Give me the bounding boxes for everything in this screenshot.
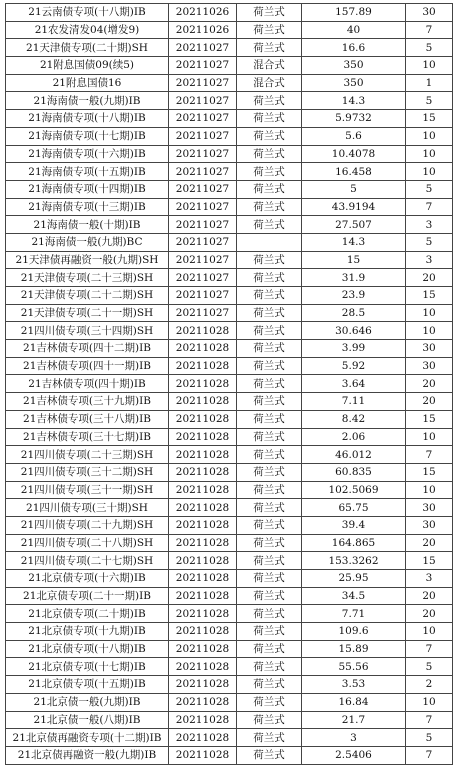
term-cell: 20	[406, 587, 453, 605]
term-cell: 10	[406, 693, 453, 711]
term-cell: 15	[406, 410, 453, 428]
auction-type-cell: 荷兰式	[237, 605, 302, 623]
auction-type-cell: 荷兰式	[237, 693, 302, 711]
bond-name-cell: 21北京债一般(八期)IB	[6, 711, 169, 729]
table-row	[6, 198, 453, 216]
amount-cell: 350	[302, 74, 406, 92]
issue-date-cell: 20211028	[169, 463, 237, 481]
auction-type-cell: 荷兰式	[237, 39, 302, 57]
term-cell: 5	[406, 180, 453, 198]
term-cell: 30	[406, 4, 453, 22]
amount-cell: 46.012	[302, 446, 406, 464]
bond-name-cell: 21北京债专项(十八期)IB	[6, 640, 169, 658]
term-cell: 10	[406, 322, 453, 340]
auction-type-cell: 荷兰式	[237, 287, 302, 305]
amount-cell: 7.11	[302, 393, 406, 411]
bond-name-cell: 21四川债专项(二十七期)SH	[6, 552, 169, 570]
term-cell: 3	[406, 216, 453, 234]
term-cell: 10	[406, 623, 453, 641]
amount-cell: 34.5	[302, 587, 406, 605]
term-cell: 7	[406, 711, 453, 729]
bond-name-cell: 21吉林债专项(四十二期)IB	[6, 340, 169, 358]
table-row	[6, 516, 453, 534]
term-cell: 30	[406, 499, 453, 517]
term-cell: 20	[406, 393, 453, 411]
bond-name-cell: 21吉林债专项(四十期)IB	[6, 375, 169, 393]
table-row	[6, 393, 453, 411]
bond-name-cell: 21北京债专项(二十期)IB	[6, 605, 169, 623]
amount-cell: 15	[302, 251, 406, 269]
table-row	[6, 658, 453, 676]
issue-date-cell: 20211027	[169, 39, 237, 57]
bond-name-cell: 21北京债再融资一般(九期)IB	[6, 746, 169, 764]
auction-type-cell: 荷兰式	[237, 145, 302, 163]
term-cell: 10	[406, 127, 453, 145]
auction-type-cell: 荷兰式	[237, 446, 302, 464]
auction-type-cell: 荷兰式	[237, 463, 302, 481]
table-body	[6, 4, 453, 765]
bond-name-cell: 21北京债专项(十七期)IB	[6, 658, 169, 676]
auction-type-cell: 荷兰式	[237, 552, 302, 570]
table-row	[6, 587, 453, 605]
issue-date-cell: 20211027	[169, 57, 237, 75]
issue-date-cell: 20211028	[169, 729, 237, 747]
issue-date-cell: 20211028	[169, 711, 237, 729]
auction-type-cell: 荷兰式	[237, 251, 302, 269]
bond-name-cell: 21农发清发04(增发9)	[6, 21, 169, 39]
term-cell: 20	[406, 534, 453, 552]
issue-date-cell: 20211028	[169, 516, 237, 534]
term-cell: 5	[406, 39, 453, 57]
table-row	[6, 499, 453, 517]
table-row	[6, 251, 453, 269]
auction-type-cell: 荷兰式	[237, 180, 302, 198]
issue-date-cell: 20211027	[169, 127, 237, 145]
auction-type-cell: 荷兰式	[237, 658, 302, 676]
auction-type-cell: 荷兰式	[237, 216, 302, 234]
table-row	[6, 534, 453, 552]
amount-cell: 31.9	[302, 269, 406, 287]
bond-name-cell: 21北京债一般(九期)IB	[6, 693, 169, 711]
table-row	[6, 340, 453, 358]
term-cell: 5	[406, 92, 453, 110]
bond-name-cell: 21海南债一般(九期)BC	[6, 233, 169, 251]
issue-date-cell: 20211027	[169, 145, 237, 163]
term-cell: 5	[406, 658, 453, 676]
issue-date-cell: 20211028	[169, 605, 237, 623]
amount-cell: 3.64	[302, 375, 406, 393]
bond-issuance-table	[5, 3, 453, 765]
issue-date-cell: 20211028	[169, 746, 237, 764]
auction-type-cell: 荷兰式	[237, 587, 302, 605]
table-row	[6, 623, 453, 641]
auction-type-cell: 荷兰式	[237, 375, 302, 393]
bond-name-cell: 21海南债专项(十四期)IB	[6, 180, 169, 198]
amount-cell: 27.507	[302, 216, 406, 234]
term-cell: 7	[406, 746, 453, 764]
table-row	[6, 216, 453, 234]
amount-cell: 10.4078	[302, 145, 406, 163]
issue-date-cell: 20211027	[169, 110, 237, 128]
amount-cell: 60.835	[302, 463, 406, 481]
table-row	[6, 605, 453, 623]
bond-name-cell: 21北京债再融资专项(十二期)IB	[6, 729, 169, 747]
auction-type-cell: 荷兰式	[237, 110, 302, 128]
issue-date-cell: 20211028	[169, 534, 237, 552]
auction-type-cell: 荷兰式	[237, 534, 302, 552]
amount-cell: 350	[302, 57, 406, 75]
table-row	[6, 92, 453, 110]
table-row	[6, 21, 453, 39]
bond-name-cell: 21北京债专项(十六期)IB	[6, 570, 169, 588]
bond-name-cell: 21天津债专项(二十三期)SH	[6, 269, 169, 287]
issue-date-cell: 20211028	[169, 676, 237, 694]
term-cell: 15	[406, 110, 453, 128]
issue-date-cell: 20211028	[169, 410, 237, 428]
issue-date-cell: 20211027	[169, 269, 237, 287]
term-cell: 3	[406, 570, 453, 588]
term-cell: 30	[406, 516, 453, 534]
auction-type-cell: 荷兰式	[237, 393, 302, 411]
bond-name-cell: 21海南债专项(十三期)IB	[6, 198, 169, 216]
amount-cell: 23.9	[302, 287, 406, 305]
bond-name-cell: 21吉林债专项(三十九期)IB	[6, 393, 169, 411]
auction-type-cell: 荷兰式	[237, 481, 302, 499]
bond-name-cell: 21北京债专项(二十一期)IB	[6, 587, 169, 605]
amount-cell: 21.7	[302, 711, 406, 729]
amount-cell: 164.865	[302, 534, 406, 552]
auction-type-cell: 荷兰式	[237, 127, 302, 145]
amount-cell: 5	[302, 180, 406, 198]
issue-date-cell: 20211028	[169, 446, 237, 464]
auction-type-cell: 荷兰式	[237, 198, 302, 216]
auction-type-cell: 荷兰式	[237, 269, 302, 287]
bond-name-cell: 21海南债一般(九期)IB	[6, 92, 169, 110]
table-row	[6, 552, 453, 570]
issue-date-cell: 20211027	[169, 304, 237, 322]
auction-type-cell: 荷兰式	[237, 428, 302, 446]
auction-type-cell: 荷兰式	[237, 640, 302, 658]
amount-cell: 153.3262	[302, 552, 406, 570]
amount-cell: 30.646	[302, 322, 406, 340]
term-cell: 3	[406, 251, 453, 269]
amount-cell: 109.6	[302, 623, 406, 641]
amount-cell: 3.53	[302, 676, 406, 694]
bond-name-cell: 21四川债专项(二十三期)SH	[6, 446, 169, 464]
term-cell: 10	[406, 145, 453, 163]
term-cell: 7	[406, 446, 453, 464]
bond-issuance-table-container	[5, 3, 453, 765]
term-cell: 20	[406, 269, 453, 287]
table-row	[6, 676, 453, 694]
table-row	[6, 39, 453, 57]
table-row	[6, 304, 453, 322]
auction-type-cell: 荷兰式	[237, 340, 302, 358]
issue-date-cell: 20211027	[169, 216, 237, 234]
amount-cell: 102.5069	[302, 481, 406, 499]
term-cell: 15	[406, 463, 453, 481]
bond-name-cell: 21四川债专项(二十八期)SH	[6, 534, 169, 552]
amount-cell: 2.5406	[302, 746, 406, 764]
table-row	[6, 446, 453, 464]
issue-date-cell: 20211026	[169, 4, 237, 22]
term-cell: 30	[406, 357, 453, 375]
bond-name-cell: 21附息国债09(续5)	[6, 57, 169, 75]
bond-name-cell: 21海南债专项(十八期)IB	[6, 110, 169, 128]
auction-type-cell: 荷兰式	[237, 304, 302, 322]
amount-cell: 5.9732	[302, 110, 406, 128]
auction-type-cell: 荷兰式	[237, 322, 302, 340]
issue-date-cell: 20211027	[169, 251, 237, 269]
bond-name-cell: 21四川债专项(三十一期)SH	[6, 481, 169, 499]
bond-name-cell: 21吉林债专项(四十一期)IB	[6, 357, 169, 375]
term-cell: 15	[406, 552, 453, 570]
auction-type-cell: 荷兰式	[237, 746, 302, 764]
issue-date-cell: 20211028	[169, 570, 237, 588]
auction-type-cell: 荷兰式	[237, 676, 302, 694]
bond-name-cell: 21天津债再融资一般(九期)SH	[6, 251, 169, 269]
table-row	[6, 746, 453, 764]
issue-date-cell: 20211028	[169, 587, 237, 605]
term-cell: 7	[406, 198, 453, 216]
term-cell: 10	[406, 428, 453, 446]
bond-name-cell: 21天津债专项(二十一期)SH	[6, 304, 169, 322]
bond-name-cell: 21云南债专项(十八期)IB	[6, 4, 169, 22]
bond-name-cell: 21附息国债16	[6, 74, 169, 92]
issue-date-cell: 20211027	[169, 163, 237, 181]
table-row	[6, 4, 453, 22]
table-row	[6, 481, 453, 499]
table-row	[6, 410, 453, 428]
table-row	[6, 570, 453, 588]
amount-cell: 5.92	[302, 357, 406, 375]
term-cell: 20	[406, 605, 453, 623]
issue-date-cell: 20211028	[169, 552, 237, 570]
amount-cell: 2.06	[302, 428, 406, 446]
term-cell: 10	[406, 481, 453, 499]
bond-name-cell: 21吉林债专项(三十七期)IB	[6, 428, 169, 446]
term-cell: 20	[406, 375, 453, 393]
issue-date-cell: 20211028	[169, 499, 237, 517]
issue-date-cell: 20211028	[169, 428, 237, 446]
bond-name-cell: 21海南债专项(十七期)IB	[6, 127, 169, 145]
bond-name-cell: 21北京债专项(十五期)IB	[6, 676, 169, 694]
amount-cell: 16.458	[302, 163, 406, 181]
term-cell: 7	[406, 21, 453, 39]
issue-date-cell: 20211027	[169, 233, 237, 251]
issue-date-cell: 20211027	[169, 74, 237, 92]
table-row	[6, 127, 453, 145]
table-row	[6, 233, 453, 251]
term-cell: 10	[406, 163, 453, 181]
issue-date-cell: 20211028	[169, 375, 237, 393]
table-row	[6, 640, 453, 658]
amount-cell: 39.4	[302, 516, 406, 534]
table-row	[6, 145, 453, 163]
bond-name-cell: 21天津债专项(二十期)SH	[6, 39, 169, 57]
bond-name-cell: 21海南债一般(十期)IB	[6, 216, 169, 234]
term-cell: 5	[406, 729, 453, 747]
amount-cell: 5.6	[302, 127, 406, 145]
issue-date-cell: 20211028	[169, 481, 237, 499]
table-row	[6, 428, 453, 446]
amount-cell: 16.84	[302, 693, 406, 711]
amount-cell: 55.56	[302, 658, 406, 676]
term-cell: 7	[406, 640, 453, 658]
bond-name-cell: 21四川债专项(三十二期)SH	[6, 463, 169, 481]
auction-type-cell: 荷兰式	[237, 729, 302, 747]
table-row	[6, 74, 453, 92]
auction-type-cell: 荷兰式	[237, 499, 302, 517]
amount-cell: 16.6	[302, 39, 406, 57]
amount-cell: 3.99	[302, 340, 406, 358]
auction-type-cell	[237, 233, 302, 251]
auction-type-cell: 荷兰式	[237, 357, 302, 375]
table-row	[6, 322, 453, 340]
issue-date-cell: 20211028	[169, 640, 237, 658]
amount-cell: 43.9194	[302, 198, 406, 216]
table-row	[6, 287, 453, 305]
table-row	[6, 375, 453, 393]
auction-type-cell: 荷兰式	[237, 4, 302, 22]
term-cell: 2	[406, 676, 453, 694]
table-row	[6, 463, 453, 481]
issue-date-cell: 20211028	[169, 623, 237, 641]
amount-cell: 3	[302, 729, 406, 747]
term-cell: 10	[406, 304, 453, 322]
auction-type-cell: 荷兰式	[237, 711, 302, 729]
amount-cell: 14.3	[302, 233, 406, 251]
auction-type-cell: 荷兰式	[237, 570, 302, 588]
bond-name-cell: 21海南债专项(十五期)IB	[6, 163, 169, 181]
table-row	[6, 163, 453, 181]
issue-date-cell: 20211027	[169, 92, 237, 110]
auction-type-cell: 荷兰式	[237, 21, 302, 39]
amount-cell: 8.42	[302, 410, 406, 428]
auction-type-cell: 荷兰式	[237, 92, 302, 110]
issue-date-cell: 20211028	[169, 340, 237, 358]
auction-type-cell: 混合式	[237, 57, 302, 75]
issue-date-cell: 20211027	[169, 287, 237, 305]
term-cell: 1	[406, 74, 453, 92]
term-cell: 15	[406, 287, 453, 305]
auction-type-cell: 荷兰式	[237, 516, 302, 534]
auction-type-cell: 荷兰式	[237, 163, 302, 181]
amount-cell: 157.89	[302, 4, 406, 22]
table-row	[6, 729, 453, 747]
term-cell: 5	[406, 233, 453, 251]
amount-cell: 7.71	[302, 605, 406, 623]
bond-name-cell: 21四川债专项(二十九期)SH	[6, 516, 169, 534]
table-row	[6, 57, 453, 75]
table-row	[6, 693, 453, 711]
issue-date-cell: 20211028	[169, 357, 237, 375]
table-row	[6, 357, 453, 375]
amount-cell: 65.75	[302, 499, 406, 517]
table-row	[6, 711, 453, 729]
issue-date-cell: 20211028	[169, 693, 237, 711]
auction-type-cell: 荷兰式	[237, 410, 302, 428]
amount-cell: 25.95	[302, 570, 406, 588]
issue-date-cell: 20211027	[169, 180, 237, 198]
issue-date-cell: 20211028	[169, 393, 237, 411]
issue-date-cell: 20211026	[169, 21, 237, 39]
issue-date-cell: 20211028	[169, 322, 237, 340]
bond-name-cell: 21吉林债专项(三十八期)IB	[6, 410, 169, 428]
issue-date-cell: 20211027	[169, 198, 237, 216]
table-row	[6, 180, 453, 198]
bond-name-cell: 21四川债专项(三十四期)SH	[6, 322, 169, 340]
bond-name-cell: 21北京债专项(十九期)IB	[6, 623, 169, 641]
amount-cell: 15.89	[302, 640, 406, 658]
issue-date-cell: 20211028	[169, 658, 237, 676]
amount-cell: 14.3	[302, 92, 406, 110]
term-cell: 30	[406, 340, 453, 358]
amount-cell: 28.5	[302, 304, 406, 322]
table-row	[6, 269, 453, 287]
table-row	[6, 110, 453, 128]
bond-name-cell: 21四川债专项(三十期)SH	[6, 499, 169, 517]
amount-cell: 40	[302, 21, 406, 39]
auction-type-cell: 混合式	[237, 74, 302, 92]
bond-name-cell: 21海南债专项(十六期)IB	[6, 145, 169, 163]
term-cell: 10	[406, 57, 453, 75]
auction-type-cell: 荷兰式	[237, 623, 302, 641]
bond-name-cell: 21天津债专项(二十二期)SH	[6, 287, 169, 305]
